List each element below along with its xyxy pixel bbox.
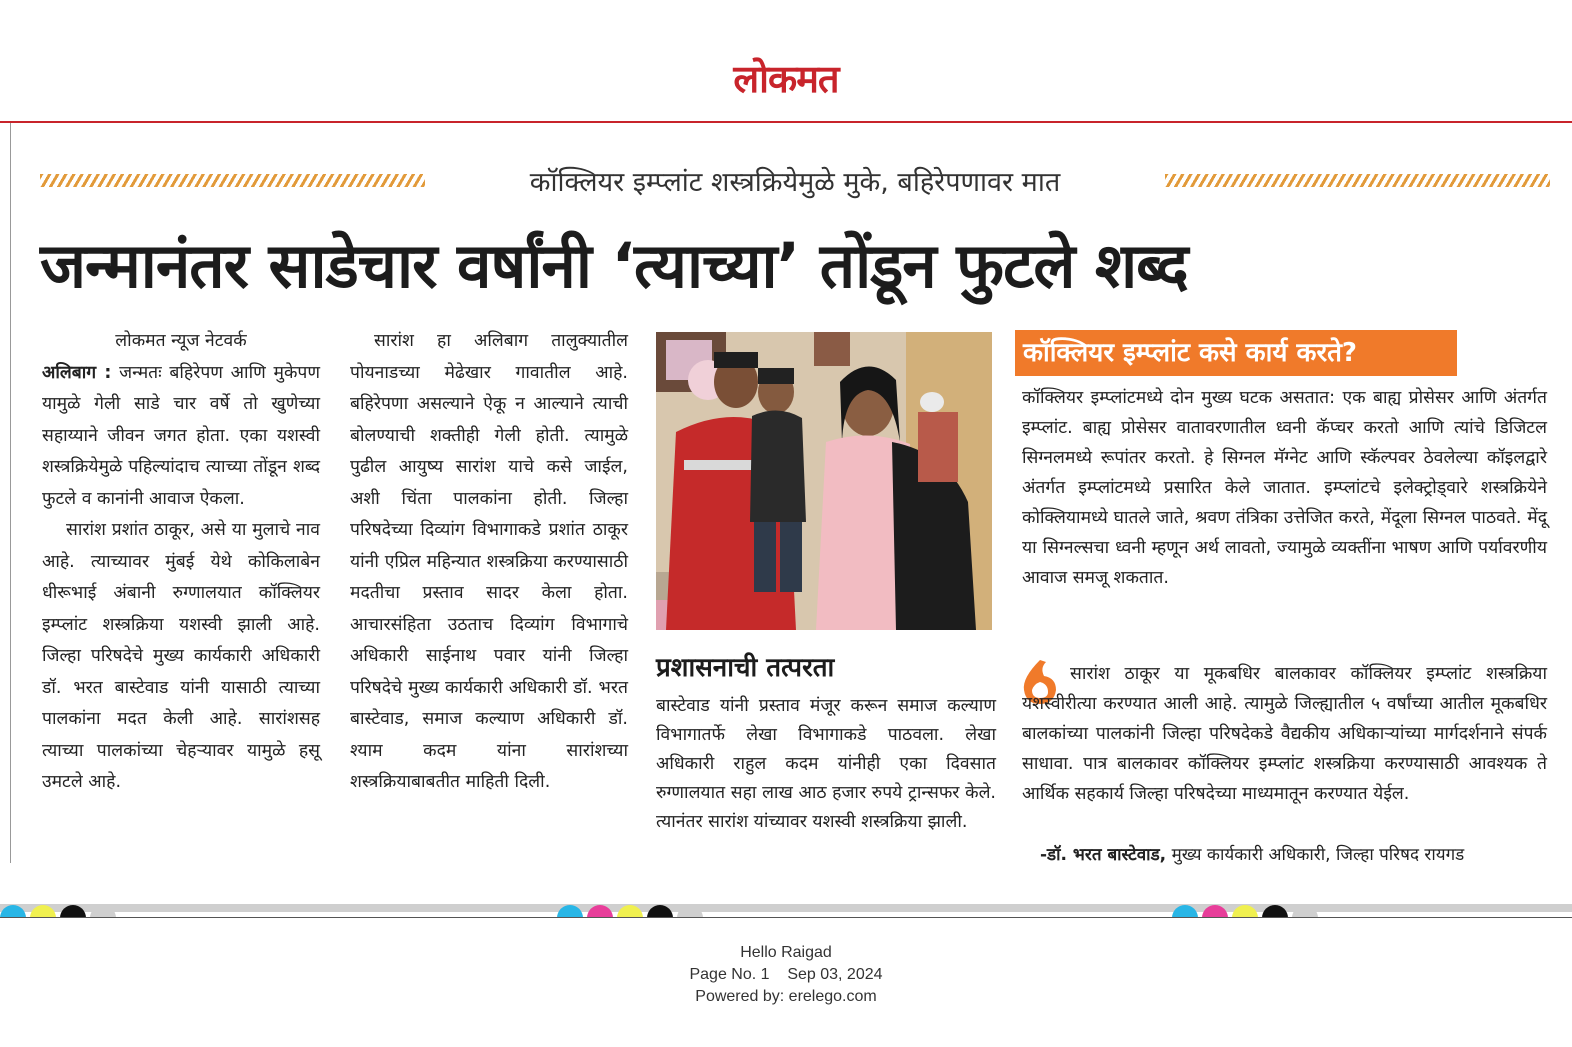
kicker-bar <box>40 160 1550 200</box>
kicker: कॉक्लियर इम्प्लांट शस्त्रक्रियेमुळे मुके, बहिरेपणावर मात <box>529 166 1061 198</box>
quote-author-role: मुख्य कार्यकारी अधिकारी, जिल्हा परिषद रायगड <box>1171 845 1465 865</box>
registration-band <box>0 904 1572 912</box>
section-subhead: प्रशासनाची तत्परता <box>656 653 835 683</box>
quote-text: सारांश ठाकूर या मूकबधिर बालकावर कॉक्लियर इम्प्लांट शस्त्रक्रिया यशस्वीरीत्या करण्यात आली आहे. त्यामुळे जिल्ह्यातील ५ वर्षांच्या आतील मूकबधिर बालकांच्या पालकांनी जिल्हा परिषदेकडे वैद्यकीय अधिकाऱ्यांच्या मार्गदर्शनाने संपर्क साधावा. पात्र बालकावर कॉक्लियर इम्प्लांट शस्त्रक्रिया करण्यासाठी आवश्यक ते आर्थिक सहकार्य जिल्हा परिषदेच्या माध्यमातून करण्यात येईल. <box>1022 664 1547 804</box>
info-box-body: कॉक्लियर इम्प्लांटमध्ये दोन मुख्य घटक असतात: एक बाह्य प्रोसेसर आणि अंतर्गत इम्प्लांट. बाह्य प्रोसेसर वातावरणातील ध्वनी कॅप्चर करतो आणि त्यांचे डिजिटल सिग्नलमध्ये रूपांतर करतो. हे सिग्नल मॅग्नेट आणि स्कॅल्पवर ठेवलेल्या कॉइलद्वारे अंतर्गत इम्प्लांटमध्ये प्रसारित केले जातात. इम्प्लांटचे इलेक्ट्रोड्वारे शस्त्रक्रियेने कोक्लियामध्ये घातले जाते, श्रवण तंत्रिका उत्तेजित करते, मेंदूला सिग्नल पाठवते. मेंदू या सिग्नल्सचा ध्वनी म्हणून अर्थ लावतो, ज्यामुळे व्यक्तींना भाषण आणि पर्यावरणीय आवाज समजू शकतात. <box>1022 388 1547 588</box>
quote-attribution <box>1040 842 1550 865</box>
kicker-hatch-right <box>1165 174 1550 187</box>
footer-publication: Hello Raigad <box>740 944 832 961</box>
column-2-paragraph-1: सारांश हा अलिबाग तालुक्यातील पोयनाडच्या मेढेखार गावातील आहे. बहिरेपणा असल्याने ऐकू न आल्याने त्याची बोलण्याची शक्तीही गेली होती. त्यामुळे पुढील आयुष्य सारांश याचे कसे जाईल, अशी चिंता पालकांना होती. जिल्हा परिषदेच्या दिव्यांग विभागाकडे प्रशांत ठाकूर यांनी एप्रिल महिन्यात शस्त्रक्रिया करण्यासाठी मदतीचा प्रस्ताव सादर केला होता. आचारसंहिता उठताच दिव्यांग विभागाचे अधिकारी साईनाथ पवार यांनी जिल्हा परिषदेचे मुख्य कार्यकारी अधिकारी डॉ. भरत बास्टेवाड, समाज कल्याण अधिकारी डॉ. श्याम कदम यांना सारांशच्या शस्त्रक्रियाबाबतीत माहिती दिली. <box>350 331 628 792</box>
column-1-paragraph-1 <box>42 358 320 516</box>
news-photo <box>656 332 992 630</box>
masthead-rule <box>0 121 1572 123</box>
kicker-hatch-left <box>40 174 425 187</box>
column-1-paragraph-2: सारांश प्रशांत ठाकूर, असे या मुलाचे नाव आहे. त्याच्यावर मुंबई येथे कोकिलाबेन धीरूभाई अंबानी रुग्णालयात कॉक्लियर इम्प्लांट शस्त्रक्रिया यशस्वी झाली आहे. जिल्हा परिषदेचे मुख्य कार्यकारी अधिकारी डॉ. भरत बास्टेवाड यांनी यासाठी त्याच्या पालकांना मदत केली आहे. सारांशसह त्याच्या पालकांच्या चेहऱ्यावर यामुळे हसू उमटले आहे. <box>42 520 320 792</box>
column-3-paragraph-1: बास्टेवाड यांनी प्रस्ताव मंजूर करून समाज कल्याण विभागातर्फे लेखा विभागाकडे पाठवला. लेखा अधिकारी राहुल कदम यांनीही एका दिवसात रुग्णालयात सहा लाख आठ हजार रुपये ट्रान्सफर केले. त्यानंतर सारांश यांच्यावर यशस्वी शस्त्रक्रिया झाली. <box>656 696 996 832</box>
info-box-title: कॉक्लियर इम्प्लांट कसे कार्य करते? <box>1015 330 1457 376</box>
quote-body <box>1022 659 1547 809</box>
footer-page-date: Page No. 1 Sep 03, 2024 <box>689 966 883 983</box>
photo-illustration <box>656 332 992 630</box>
article-column-1 <box>42 326 320 799</box>
footer-powered-by: Powered by: erelego.com <box>695 988 877 1005</box>
page-margin-rule <box>10 123 11 863</box>
article-column-3 <box>656 692 996 837</box>
byline: लोकमत न्यूज नेटवर्क <box>115 331 247 351</box>
column-1-text-1: जन्मतः बहिरेपण आणि मुकेपण यामुळे गेली साडे चार वर्षे तो खुणेच्या सहाय्याने जीवन जगत होता. एका यशस्वी शस्त्रक्रियेमुळे पहिल्यांदाच त्याच्या तोंडून शब्द फुटले व कानांनी आवाज ऐकला. <box>42 362 320 509</box>
dateline: अलिबाग : <box>42 362 112 383</box>
footer <box>0 942 1572 1008</box>
clipping-bottom-rule <box>0 917 1572 918</box>
article-column-2 <box>350 326 628 799</box>
headline: जन्मानंतर साडेचार वर्षांनी ‘त्याच्या’ तोंडून फुटले शब्द <box>40 229 1188 302</box>
quote-author: -डॉ. भरत बास्टेवाड, <box>1040 845 1167 865</box>
masthead-logo: लोकमत <box>733 57 839 101</box>
